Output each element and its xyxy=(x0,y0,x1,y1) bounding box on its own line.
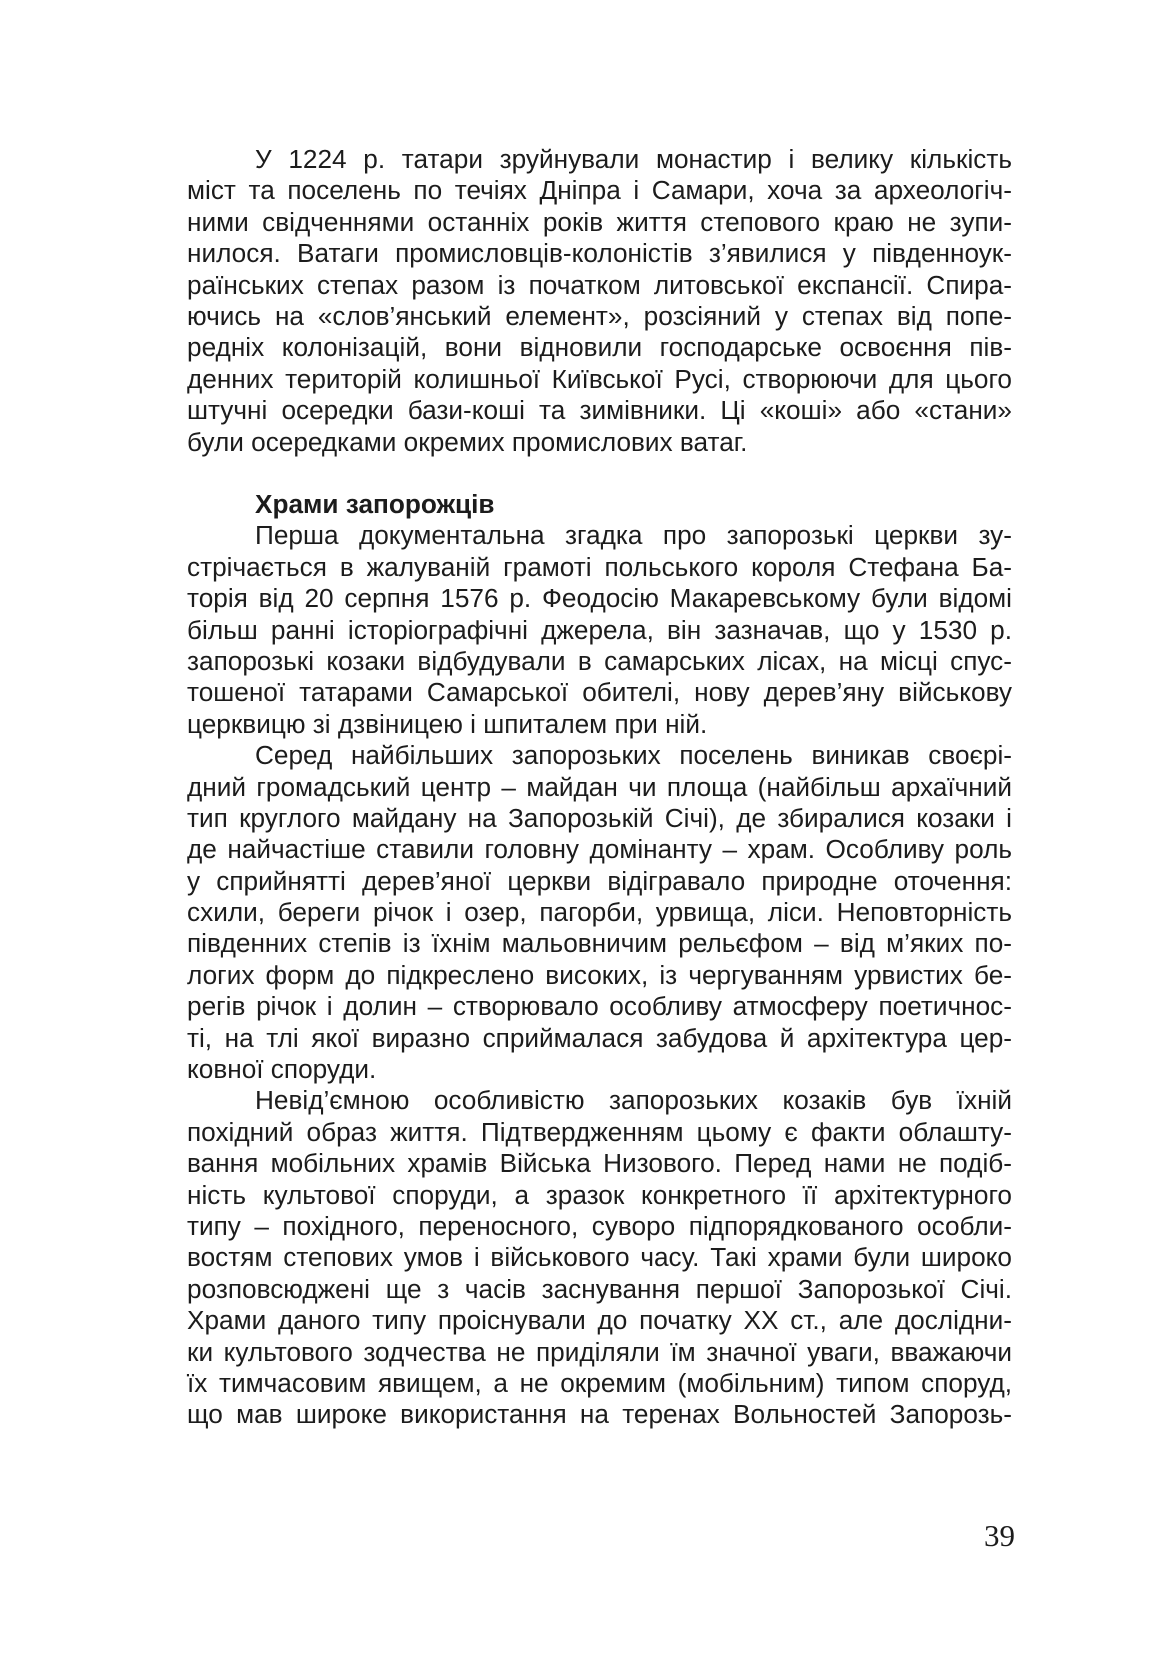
text-line: нилося. Ватаги промисловців-колоністів з’явилися у південноук- xyxy=(187,238,1012,269)
text-line: логих форм до підкреслено високих, із чергуванням урвистих бе- xyxy=(187,959,1012,990)
page-number: 39 xyxy=(984,1518,1015,1553)
text-line: ковної споруди. xyxy=(187,1054,377,1085)
text-line: що мав широке використання на теренах Вольностей Запорозь- xyxy=(187,1399,1012,1430)
text-line: дний громадський центр – майдан чи площа (найбільш архаїчний xyxy=(187,771,1012,802)
text-line: ними свідченнями останніх років життя степового краю не зупи- xyxy=(187,206,1012,237)
text-line: вання мобільних храмів Війська Низового. Перед нами не подіб- xyxy=(187,1148,1012,1179)
text-line: церквицю зі дзвіницею і шпиталем при ній. xyxy=(187,708,708,739)
text-line: торія від 20 серпня 1576 р. Феодосію Макаревському були відомі xyxy=(187,583,1012,614)
text-line: у сприйнятті дерев’яної церкви відігравало природне оточення: xyxy=(187,865,1012,896)
text-line: денних територій колишньої Київської Русі, створюючи для цього xyxy=(187,363,1012,394)
text-line: були осередками окремих промислових ватаг. xyxy=(187,426,748,457)
text-line: редніх колонізацій, вони відновили господарське освоєння пів- xyxy=(187,332,1012,363)
text-line: тип круглого майдану на Запорозькій Січі), де збиралися козаки і xyxy=(187,802,1012,833)
paragraph-1 xyxy=(187,144,1012,458)
text-line: їх тимчасовим явищем, а не окремим (мобільним) типом споруд, xyxy=(187,1367,1012,1398)
text-line: Перша документальна згадка про запорозькі церкви зу- xyxy=(255,520,1012,551)
text-line: міст та поселень по течіях Дніпра і Самари, хоча за археологіч- xyxy=(187,175,1012,206)
text-line: більш ранні історіографічні джерела, він зазначав, що у 1530 р. xyxy=(187,614,1012,645)
text-line: раїнських степах разом із початком литовської експансії. Спира- xyxy=(187,269,1012,300)
section-body xyxy=(187,489,1012,1431)
text-line: похідний образ життя. Підтвердженням цьому є факти облашту- xyxy=(187,1116,1012,1147)
text-line: востям степових умов і військового часу. Такі храми були широко xyxy=(187,1242,1012,1273)
text-line: Серед найбільших запорозьких поселень виникав своєрі- xyxy=(255,740,1012,771)
text-line: Невід’ємною особливістю запорозьких козаків був їхній xyxy=(255,1085,1012,1116)
text-line: стрічається в жалуваній грамоті польського короля Стефана Ба- xyxy=(187,551,1012,582)
text-line: запорозькі козаки відбудували в самарських лісах, на місці спус- xyxy=(187,645,1012,676)
text-line: ки культового зодчества не приділяли їм значної уваги, вважаючи xyxy=(187,1336,1012,1367)
section-heading: Храми запорожців xyxy=(255,489,495,519)
text-line: регів річок і долин – створювало особливу атмосферу поетичнос- xyxy=(187,991,1012,1022)
text-line: штучні осередки бази-коші та зимівники. Ці «коші» або «стани» xyxy=(187,395,1012,426)
text-line: схили, береги річок і озер, пагорби, урвища, ліси. Неповторність xyxy=(187,897,1012,928)
text-line: ті, на тлі якої виразно сприймалася забудова й архітектура цер- xyxy=(187,1022,1012,1053)
text-line: У 1224 р. татари зруйнували монастир і велику кількість xyxy=(255,144,1012,174)
text-line: тошеної татарами Самарської обителі, нову дерев’яну військову xyxy=(187,677,1012,708)
text-line: розповсюджені ще з часів заснування першої Запорозької Січі. xyxy=(187,1273,1012,1304)
text-line: типу – похідного, переносного, суворо підпорядкованого особли- xyxy=(187,1210,1012,1241)
text-line: Храми даного типу проіснували до початку XX ст., але дослідни- xyxy=(187,1305,1012,1336)
text-line: південних степів із їхнім мальовничим рельєфом – від м’яких по- xyxy=(187,928,1012,959)
text-line: ючись на «слов’янський елемент», розсіяний у степах від попе- xyxy=(187,300,1012,331)
text-line: де найчастіше ставили головну домінанту – храм. Особливу роль xyxy=(187,834,1012,865)
text-line: ність культової споруди, а зразок конкретного її архітектурного xyxy=(187,1179,1012,1210)
